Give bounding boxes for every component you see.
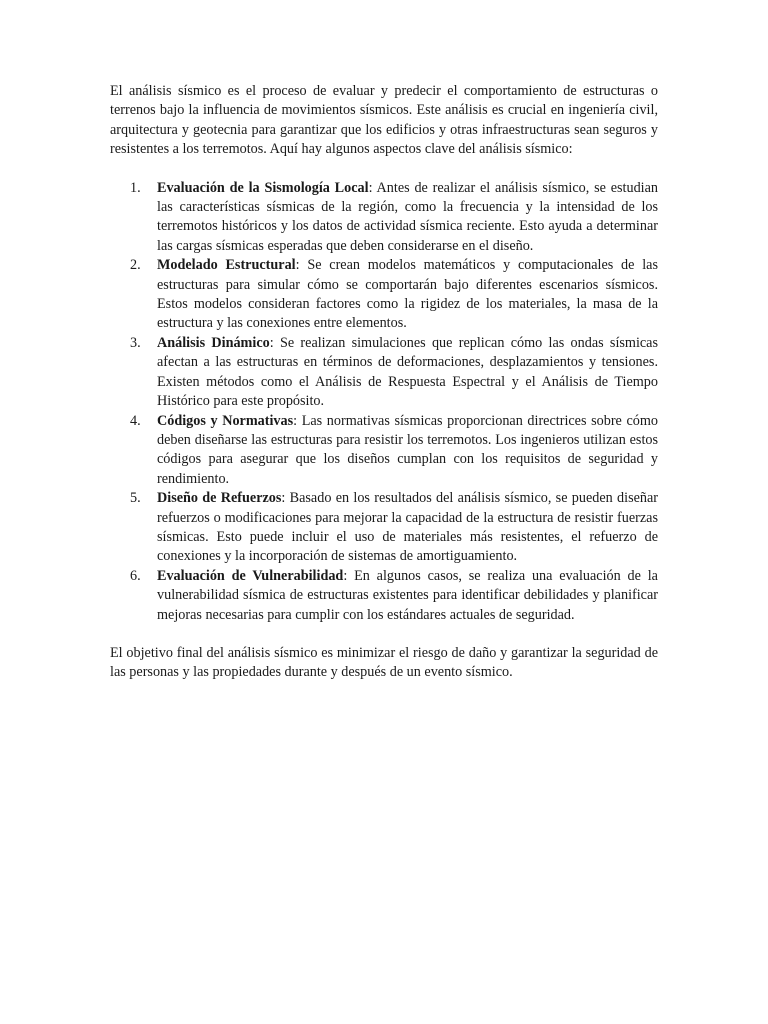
list-item-term: Evaluación de Vulnerabilidad: [157, 567, 344, 584]
list-item-number: 1.: [130, 179, 141, 196]
aspects-list: [110, 179, 658, 625]
list-item-1: [110, 179, 658, 257]
list-item-text: : Se realizan simulaciones que replican cómo las ondas sísmicas afectan a las estructuras en términos de deformaciones, desplazamientos y tensiones. Existen métodos como el Análisis de Respuesta Espectral y el Análisis de Tiempo Histórico para este propósito.: [157, 334, 659, 410]
list-item-text: : Las normativas sísmicas proporcionan directrices sobre cómo deben diseñarse las estructuras para resistir los terremotos. Los ingenieros utilizan estos códigos para asegurar que los diseños cumplan con los requisitos de seguridad y rendimiento.: [157, 412, 658, 487]
list-item-5: [110, 489, 658, 567]
list-item-4: [110, 412, 658, 490]
list-item-text: : Se crean modelos matemáticos y computacionales de las estructuras para simular cómo se comportarán bajo diferentes escenarios sísmicos. Estos modelos consideran factores como la rigidez de los materiales, la masa de la estructura y las conexiones entre elementos.: [157, 257, 658, 332]
list-item-text: : Basado en los resultados del análisis sísmico, se pueden diseñar refuerzos o modificaciones para mejorar la capacidad de la estructura de resistir fuerzas sísmicas. Esto puede incluir el uso de materiales más resistentes, el refuerzo de conexiones y la incorporación de sistemas de amortiguamiento.: [157, 490, 658, 565]
list-item-text: : Antes de realizar el análisis sísmico, se estudian las características sísmicas de la región, como la frecuencia y la intensidad de los terremotos históricos y los datos de actividad sísmica reciente. Esto ayuda a determinar las cargas sísmicas esperadas que deben considerarse en el diseño.: [157, 179, 658, 254]
list-item-number: 4.: [130, 412, 141, 429]
conclusion-paragraph: El objetivo final del análisis sísmico es minimizar el riesgo de daño y garantizar la seguridad de las personas y las propiedades durante y después de un evento sísmico.: [110, 644, 658, 681]
list-item-6: [110, 567, 658, 625]
list-item-term: Diseño de Refuerzos: [157, 490, 282, 507]
list-item-term: Análisis Dinámico: [157, 334, 270, 351]
list-item-text: : En algunos casos, se realiza una evaluación de la vulnerabilidad sísmica de estructuras existentes para identificar debilidades y planificar mejoras necesarias para cumplir con los estándares actuales de seguridad.: [157, 567, 658, 623]
list-item-3: [110, 334, 658, 412]
list-item-term: Códigos y Normativas: [157, 412, 294, 429]
intro-paragraph: El análisis sísmico es el proceso de evaluar y predecir el comportamiento de estructuras o terrenos bajo la influencia de movimientos sísmicos. Este análisis es crucial en ingeniería civil, arquitectura y geotecnia para garantizar que los edificios y otras infraestructuras sean seguros y resistentes a los terremotos. Aquí hay algunos aspectos clave del análisis sísmico:: [110, 83, 658, 158]
document-page: [110, 82, 658, 683]
list-item-term: Modelado Estructural: [157, 257, 296, 274]
list-item-term: Evaluación de la Sismología Local: [157, 179, 369, 196]
list-item-2: [110, 256, 658, 334]
list-item-number: 6.: [130, 567, 141, 584]
list-item-number: 5.: [130, 490, 141, 507]
list-item-number: 2.: [130, 257, 141, 274]
list-item-number: 3.: [130, 334, 141, 351]
